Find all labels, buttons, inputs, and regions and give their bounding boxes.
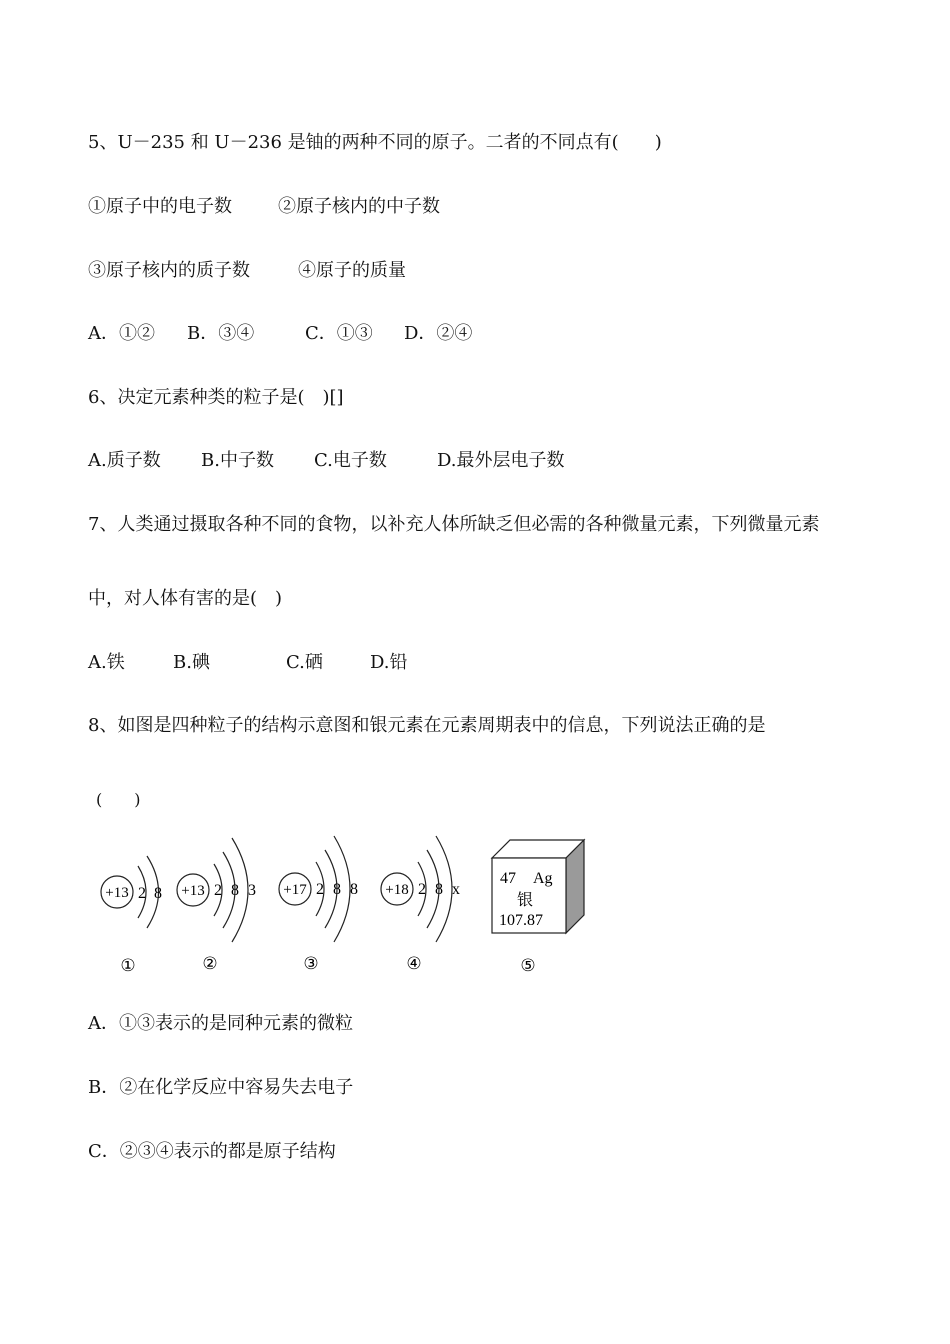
element-atomic-number: 47: [500, 870, 516, 887]
q5-item-2: ②原子核内的中子数: [278, 196, 440, 217]
particle-1-nucleus-charge: +13: [105, 885, 129, 901]
particle-1-shell-1-count: 2: [138, 885, 146, 902]
q6-option-b: B.中子数: [201, 450, 274, 471]
particle-3-shell-1-count: 2: [316, 881, 324, 898]
particle-4-shell-2-count: 8: [435, 881, 443, 898]
element-name: 银: [517, 890, 534, 909]
q6-stem: 6、决定元素种类的粒子是( )[]: [88, 387, 344, 408]
element-cell-label: ⑤: [520, 956, 536, 976]
q7-option-a: A.铁: [88, 652, 125, 673]
q7-option-b: B.碘: [173, 652, 210, 673]
particle-4-shell-3-count: x: [452, 881, 460, 898]
particle-1-label: ①: [120, 956, 136, 976]
q5-option-b: B．③④: [187, 323, 255, 344]
q8-diagram-svg: [92, 828, 612, 988]
q8-option-a: A．①③表示的是同种元素的微粒: [88, 1013, 353, 1034]
particle-4-nucleus-charge: +18: [385, 882, 409, 898]
q7-option-d: D.铅: [370, 652, 408, 673]
particle-3-label: ③: [303, 954, 319, 974]
q5-stem: 5、U－235 和 U－236 是铀的两种不同的原子。二者的不同点有( ): [88, 132, 662, 153]
q6-option-d: D.最外层电子数: [437, 450, 565, 471]
q8-option-b: B．②在化学反应中容易失去电子: [88, 1077, 354, 1098]
q6-option-c: C.电子数: [314, 450, 387, 471]
q5-option-a: A．①②: [88, 323, 155, 344]
q8-answer-blank: ( ): [96, 790, 141, 809]
q7-stem-line-1: 7、人类通过摄取各种不同的食物，以补充人体所缺乏但必需的各种微量元素，下列微量元素: [88, 514, 820, 535]
particle-3-shell-3-count: 8: [350, 881, 358, 898]
q8-option-c: C．②③④表示的都是原子结构: [88, 1141, 336, 1162]
q5-item-1: ①原子中的电子数: [88, 196, 232, 217]
particle-2-shell-3-count: 3: [248, 882, 256, 899]
particle-4-shell-1-count: 2: [418, 881, 426, 898]
q7-stem-line-2: 中，对人体有害的是( ): [88, 588, 283, 609]
particle-2-shell-1-count: 2: [214, 882, 222, 899]
q8-stem: 8、如图是四种粒子的结构示意图和银元素在元素周期表中的信息，下列说法正确的是: [88, 715, 766, 736]
particle-3-nucleus-charge: +17: [283, 882, 307, 898]
q5-item-3: ③原子核内的质子数: [88, 260, 250, 281]
q8-structure-diagram: [92, 828, 612, 988]
q5-option-c: C．①③: [305, 323, 373, 344]
particle-2-nucleus-charge: +13: [181, 883, 205, 899]
particle-2-shell-2-count: 8: [231, 882, 239, 899]
q5-item-4: ④原子的质量: [298, 260, 406, 281]
particle-2-label: ②: [202, 954, 218, 974]
particle-3-shell-2-count: 8: [333, 881, 341, 898]
q5-option-d: D．②④: [404, 323, 473, 344]
q7-option-c: C.硒: [286, 652, 323, 673]
particle-1-shell-2-count: 8: [154, 885, 162, 902]
element-symbol: Ag: [533, 870, 553, 887]
element-atomic-mass: 107.87: [499, 912, 543, 929]
particle-4-label: ④: [406, 954, 422, 974]
q6-option-a: A.质子数: [88, 450, 161, 471]
